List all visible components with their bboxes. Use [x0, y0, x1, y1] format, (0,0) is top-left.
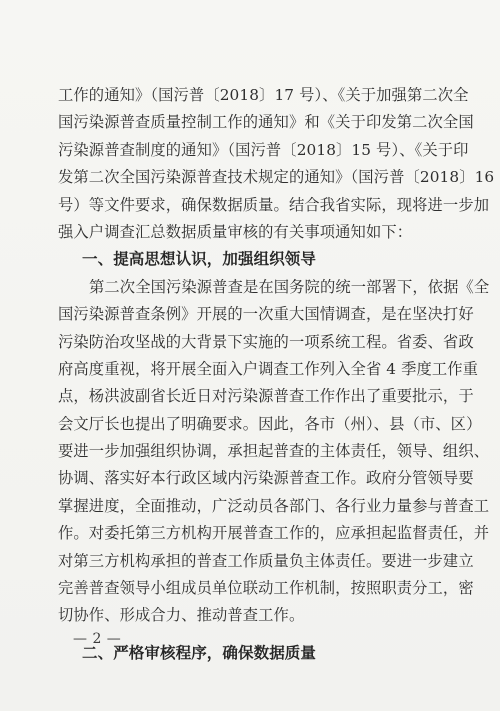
- paragraph-line: 污染防治攻坚战的大背景下实施的一项系统工程。省委、省政: [58, 332, 474, 351]
- paragraph-line: 完善普查领导小组成员单位联动工作机制，按照职责分工，密: [58, 579, 474, 598]
- text-line: 发第二次全国污染源普查技术规定的通知》（国污普〔2018〕16: [58, 168, 495, 187]
- paragraph-line: 要进一步加强组织协调，承担起普查的主体责任，领导、组织、: [58, 442, 490, 461]
- paragraph-line: 会文厅长也提出了明确要求。因此，各市（州）、县（市、区）: [58, 414, 482, 433]
- section-heading-1: 一、提高思想认识，加强组织领导: [82, 250, 317, 269]
- document-body: [58, 82, 495, 667]
- paragraph-line: 点，杨洪波副省长近日对污染源普查工作作出了重要批示，于: [58, 387, 474, 406]
- text-line: 工作的通知》（国污普〔2018〕17 号）、《关于加强第二次全: [58, 86, 469, 104]
- paragraph-line: 对第三方机构承担的普查工作质量负主体责任。要进一步建立: [58, 551, 474, 570]
- paragraph-line: 掌握进度，全面推动，广泛动员各部门、各行业力量参与普查工: [58, 496, 490, 515]
- text-line: 污染源普查制度的通知》（国污普〔2018〕15 号）、《关于印: [58, 140, 469, 159]
- text-line: 强入户调查汇总数据质量审核的有关事项通知如下：: [58, 222, 413, 241]
- page-number: — 2 —: [73, 631, 122, 647]
- paragraph-line: 府高度重视，将开展全面入户调查工作列入全省 4 季度工作重: [58, 359, 479, 378]
- paragraph-line: 切协作、形成合力、推动普查工作。: [58, 606, 305, 625]
- paragraph-line: 作。对委托第三方机构开展普查工作的，应承担起监督责任，并: [58, 524, 490, 543]
- section-heading-2: 二、严格审核程序，确保数据质量: [82, 643, 317, 662]
- paragraph-line: 国污染源普查条例》开展的一次重大国情调查，是在坚决打好: [58, 305, 474, 324]
- paragraph-line: 第二次全国污染源普查是在国务院的统一部署下，依据《全: [89, 277, 490, 296]
- paragraph-line: 协调、落实好本行政区域内污染源普查工作。政府分管领导要: [58, 469, 474, 488]
- text-line: 国污染源普查质量控制工作的通知》和《关于印发第二次全国: [58, 113, 474, 132]
- text-line: 号）等文件要求，确保数据质量。结合我省实际，现将进一步加: [58, 195, 490, 214]
